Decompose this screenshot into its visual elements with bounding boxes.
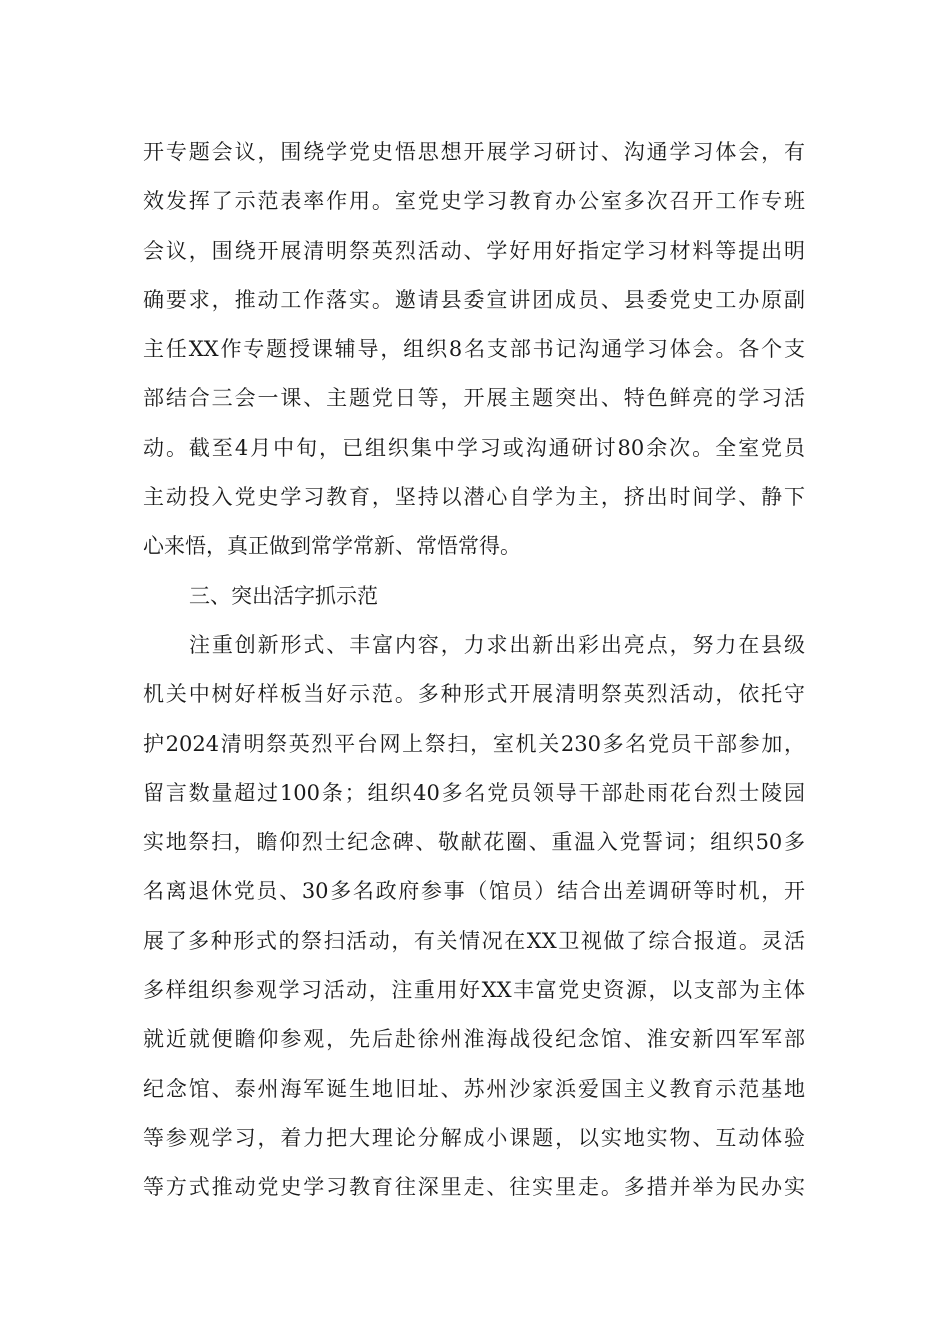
document-body	[143, 128, 805, 1213]
paragraph-2-line-1: 注重创新形式、丰富内容，力求出新出彩出亮点，努力在县级	[189, 632, 805, 657]
paragraph-2-line-3: 护2024清明祭英烈平台网上祭扫，室机关230多名党员干部参加，	[143, 731, 805, 756]
paragraph-2-line-7: 展了多种形式的祭扫活动，有关情况在XX卫视做了综合报道。灵活	[143, 928, 805, 953]
paragraph-2-line-9: 就近就便瞻仰参观，先后赴徐州淮海战役纪念馆、淮安新四军军部	[143, 1027, 805, 1052]
paragraph-2-line-2: 机关中树好样板当好示范。多种形式开展清明祭英烈活动，依托守	[143, 682, 805, 707]
paragraph-1-line-5: 主任XX作专题授课辅导，组织8名支部书记沟通学习体会。各个支	[143, 337, 805, 362]
paragraph-1-line-6: 部结合三会一课、主题党日等，开展主题突出、特色鲜亮的学习活	[143, 386, 805, 411]
paragraph-2-line-4: 留言数量超过100条；组织40多名党员领导干部赴雨花台烈士陵园	[143, 780, 805, 805]
paragraph-2-line-12: 等方式推动党史学习教育往深里走、往实里走。多措并举为民办实	[143, 1175, 805, 1200]
paragraph-1-line-3: 会议，围绕开展清明祭英烈活动、学好用好指定学习材料等提出明	[143, 238, 805, 263]
paragraph-1-line-7: 动。截至4月中旬，已组织集中学习或沟通研讨80余次。全室党员	[143, 435, 805, 460]
paragraph-2-line-6: 名离退休党员、30多名政府参事（馆员）结合出差调研等时机，开	[143, 879, 805, 904]
paragraph-2-line-11: 等参观学习，着力把大理论分解成小课题，以实地实物、互动体验	[143, 1125, 805, 1150]
section-heading: 三、突出活字抓示范	[189, 583, 378, 608]
paragraph-1-line-1: 开专题会议，围绕学党史悟思想开展学习研讨、沟通学习体会，有	[143, 140, 805, 164]
paragraph-1-line-2: 效发挥了示范表率作用。室党史学习教育办公室多次召开工作专班	[143, 189, 805, 214]
paragraph-1-line-4: 确要求，推动工作落实。邀请县委宣讲团成员、县委党史工办原副	[143, 287, 805, 312]
paragraph-2-line-5: 实地祭扫，瞻仰烈士纪念碑、敬献花圈、重温入党誓词；组织50多	[143, 830, 805, 855]
paragraph-1-line-9: 心来悟，真正做到常学常新、常悟常得。	[143, 534, 521, 559]
paragraph-1-line-8: 主动投入党史学习教育，坚持以潜心自学为主，挤出时间学、静下	[143, 485, 805, 510]
paragraph-2-line-8: 多样组织参观学习活动，注重用好XX丰富党史资源，以支部为主体	[143, 978, 805, 1003]
paragraph-2-line-10: 纪念馆、泰州海军诞生地旧址、苏州沙家浜爱国主义教育示范基地	[143, 1076, 805, 1101]
